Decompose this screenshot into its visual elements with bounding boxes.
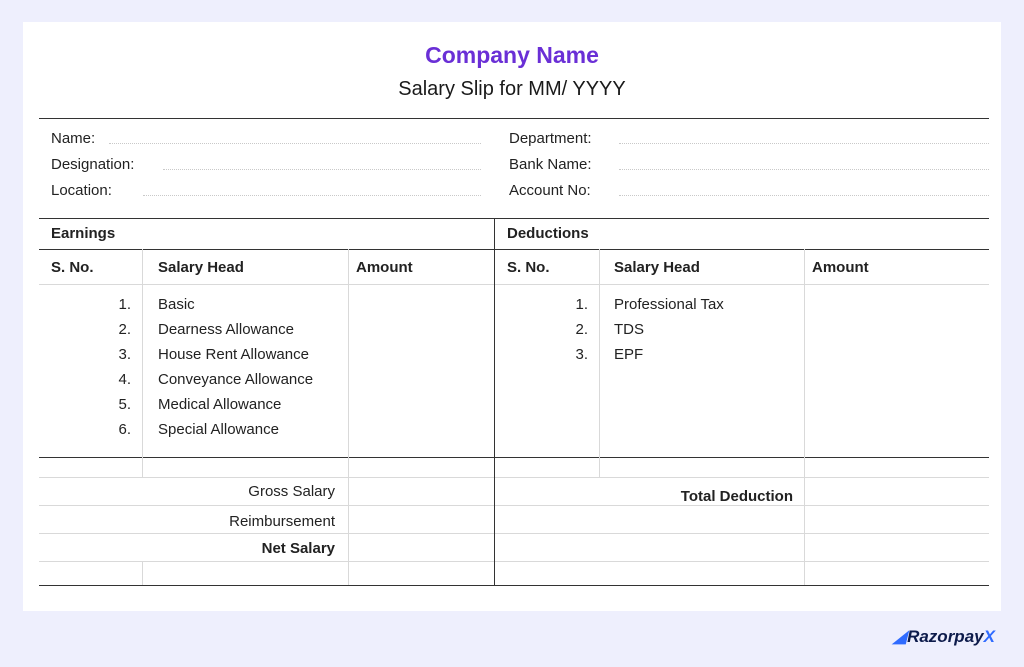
net-salary-label: Net Salary <box>261 540 335 557</box>
section-header-divider <box>39 249 989 250</box>
earnings-item-number: 5. <box>118 396 131 413</box>
earnings-item-number: 6. <box>118 421 131 438</box>
deductions-item-head: TDS <box>614 321 644 338</box>
deductions-col-divider <box>599 249 600 477</box>
name-label: Name: <box>51 130 96 147</box>
department-field-line <box>619 143 989 144</box>
table-top-border <box>39 218 989 219</box>
bank-name-label: Bank Name: <box>509 156 592 173</box>
account-no-label: Account No: <box>509 182 591 199</box>
bank-name-field-line <box>619 169 989 170</box>
earnings-item-head: House Rent Allowance <box>158 346 309 363</box>
row-divider <box>39 533 989 534</box>
earnings-col-divider <box>142 249 143 477</box>
earnings-amount-divider <box>348 249 349 585</box>
deductions-item-head: Professional Tax <box>614 296 724 313</box>
earnings-item-head: Dearness Allowance <box>158 321 294 338</box>
items-bottom-border <box>39 457 989 458</box>
deductions-item-number: 3. <box>575 346 588 363</box>
total-deduction-label: Total Deduction <box>680 488 793 505</box>
header-divider <box>39 118 989 119</box>
earnings-head-header: Salary Head <box>158 259 244 276</box>
earnings-item-number: 2. <box>118 321 131 338</box>
razorpayx-logo <box>893 627 995 647</box>
location-field-line <box>143 195 481 196</box>
gross-salary-label: Gross Salary <box>248 483 335 500</box>
earnings-col-divider <box>142 561 143 585</box>
slip-title: Salary Slip for MM/ YYYY <box>398 78 626 100</box>
deductions-title: Deductions <box>507 225 589 242</box>
earnings-item-number: 4. <box>118 371 131 388</box>
deductions-head-header: Salary Head <box>614 259 700 276</box>
deductions-item-head: EPF <box>614 346 644 363</box>
earnings-item-number: 3. <box>118 346 131 363</box>
earnings-item-head: Conveyance Allowance <box>158 371 314 388</box>
earnings-sno-header: S. No. <box>51 259 94 276</box>
row-divider <box>39 561 989 562</box>
row-divider <box>39 505 989 506</box>
earnings-item-head: Medical Allowance <box>158 396 282 413</box>
deductions-amount-divider <box>804 249 805 585</box>
center-divider <box>494 218 495 585</box>
location-label: Location: <box>51 182 112 199</box>
logo-text: Razorpay <box>907 627 984 646</box>
deductions-amount-header: Amount <box>812 259 869 276</box>
deductions-item-number: 1. <box>575 296 588 313</box>
designation-field-line <box>163 169 481 170</box>
deductions-item-number: 2. <box>575 321 588 338</box>
logo-suffix: X <box>983 627 995 646</box>
name-field-line <box>109 143 481 144</box>
reimbursement-label: Reimbursement <box>229 513 335 530</box>
department-label: Department: <box>509 130 592 147</box>
earnings-item-number: 1. <box>118 296 131 313</box>
earnings-title: Earnings <box>51 225 116 242</box>
earnings-item-head: Basic <box>158 296 195 313</box>
row-divider <box>39 477 989 478</box>
razorpay-mark-icon: ◢ <box>893 627 907 646</box>
column-header-divider <box>39 284 989 285</box>
company-name: Company Name <box>425 42 599 68</box>
earnings-amount-header: Amount <box>356 259 413 276</box>
earnings-item-head: Special Allowance <box>158 421 279 438</box>
account-no-field-line <box>619 195 989 196</box>
designation-label: Designation: <box>51 156 135 173</box>
deductions-sno-header: S. No. <box>507 259 550 276</box>
salary-slip-sheet <box>23 22 1001 611</box>
table-bottom-border <box>39 585 989 586</box>
